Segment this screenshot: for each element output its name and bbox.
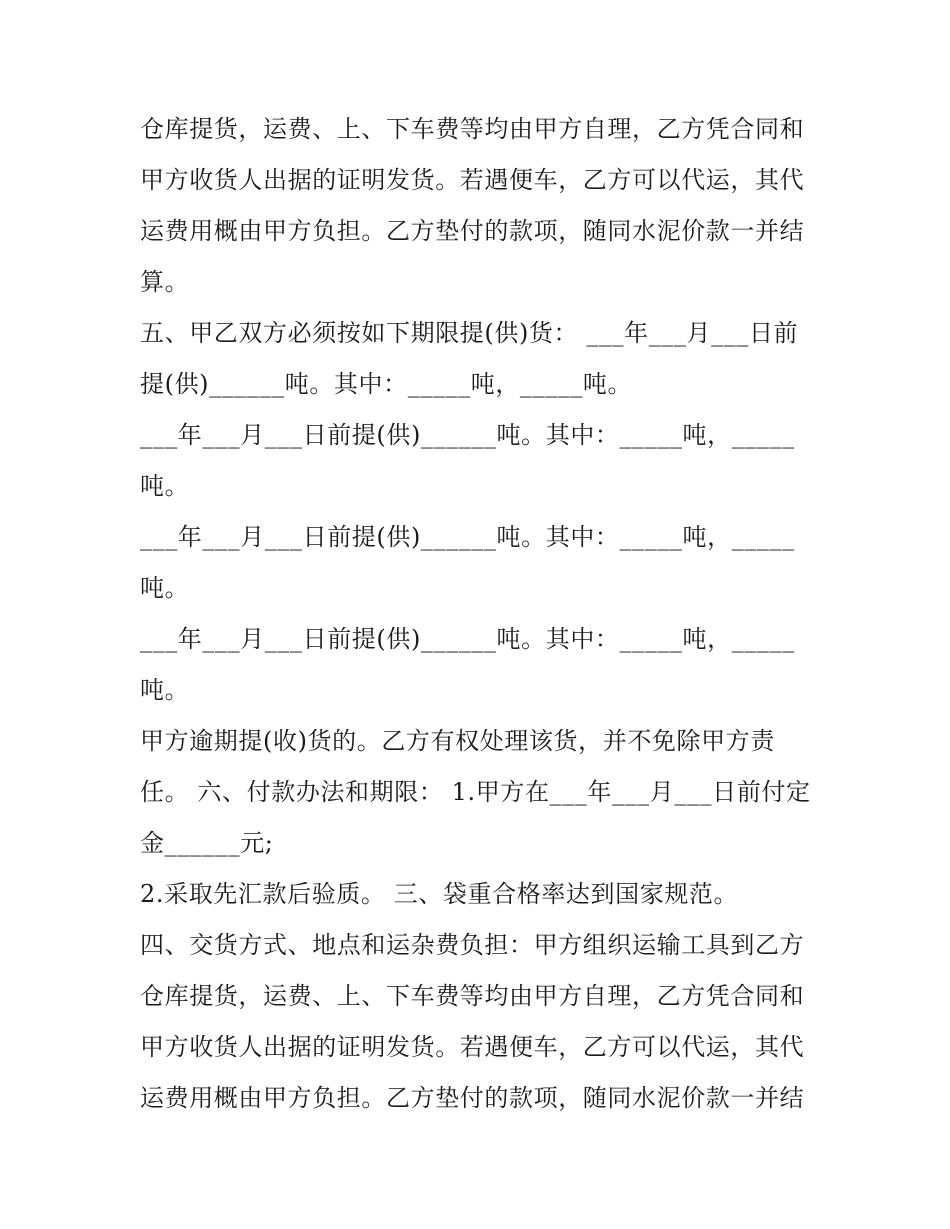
paragraph-line: 吨。 bbox=[140, 676, 190, 704]
paragraph-line: ___年___月___日前提(供)______吨。其中：_____吨，_____ bbox=[140, 523, 795, 551]
paragraph-line: 甲方收货人出据的证明发货。若遇便车，乙方可以代运，其代 bbox=[140, 166, 805, 194]
paragraph-line: 吨。 bbox=[140, 574, 190, 602]
paragraph-line: 运费用概由甲方负担。乙方垫付的款项，随同水泥价款一并结 bbox=[140, 1084, 805, 1112]
paragraph-line: 算。 bbox=[140, 268, 190, 296]
paragraph-line: 五、甲乙双方必须按如下期限提(供)货： ___年___月___日前 bbox=[140, 319, 799, 347]
paragraph-line: ___年___月___日前提(供)______吨。其中：_____吨，_____ bbox=[140, 625, 795, 653]
paragraph-line: 甲方收货人出据的证明发货。若遇便车，乙方可以代运，其代 bbox=[140, 1033, 805, 1061]
paragraph-line: 仓库提货，运费、上、下车费等均由甲方自理，乙方凭合同和 bbox=[140, 982, 805, 1010]
paragraph-line: ___年___月___日前提(供)______吨。其中：_____吨，_____ bbox=[140, 421, 795, 449]
paragraph-line: 吨。 bbox=[140, 472, 190, 500]
paragraph-line: 任。 六、付款办法和期限： 1.甲方在___年___月___日前付定 bbox=[140, 778, 811, 806]
paragraph-line: 仓库提货，运费、上、下车费等均由甲方自理，乙方凭合同和 bbox=[140, 115, 805, 143]
paragraph-line: 金______元; bbox=[140, 829, 274, 857]
paragraph-line: 运费用概由甲方负担。乙方垫付的款项，随同水泥价款一并结 bbox=[140, 217, 805, 245]
paragraph-line: 四、交货方式、地点和运杂费负担：甲方组织运输工具到乙方 bbox=[140, 931, 805, 959]
paragraph-line: 甲方逾期提(收)货的。乙方有权处理该货，并不免除甲方责 bbox=[140, 727, 775, 755]
paragraph-line: 2.采取先汇款后验质。 三、袋重合格率达到国家规范。 bbox=[140, 880, 739, 908]
paragraph-line: 提(供)______吨。其中：_____吨，_____吨。 bbox=[140, 370, 633, 398]
